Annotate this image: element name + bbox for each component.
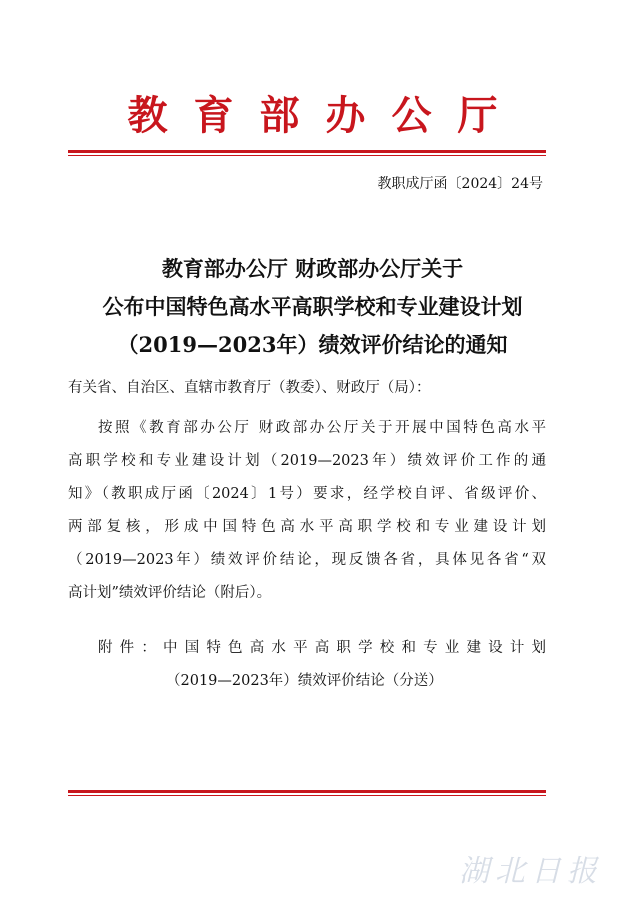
- body-line: 知》（教职成厅函〔2024〕1号）要求，经学校自评、省级评价、: [68, 486, 546, 502]
- title-line-2: 公布中国特色高水平高职学校和专业建设计划: [102, 294, 523, 319]
- header-divider: [68, 150, 546, 156]
- document-number: 教职成厅函〔2024〕24号: [377, 176, 543, 192]
- body-line: 按照《教育部办公厅 财政部办公厅关于开展中国特色高水平: [98, 420, 546, 436]
- attachment-note: [98, 632, 546, 698]
- attachment-line-2: （2019—2023年）绩效评价结论（分送）: [166, 673, 443, 689]
- title-line-3: （2019—2023年）绩效评价结论的通知: [117, 332, 508, 357]
- body-line: 高计划”绩效评价结论（附后）。: [68, 585, 272, 601]
- body-paragraph: [68, 412, 546, 610]
- body-line: 两部复核，形成中国特色高水平高职学校和专业建设计划: [68, 519, 546, 535]
- document-title: [0, 250, 625, 364]
- issuing-office-header: 教育部办公厅: [127, 92, 524, 139]
- title-line-1: 教育部办公厅 财政部办公厅关于: [161, 256, 464, 281]
- body-line: （2019—2023年）绩效评价结论，现反馈各省，具体见各省“双: [68, 552, 546, 568]
- body-line: 高职学校和专业建设计划（2019—2023年）绩效评价工作的通: [68, 453, 546, 469]
- newspaper-watermark: 湖北日报: [459, 854, 603, 889]
- footer-divider: [68, 790, 546, 796]
- attachment-line-1: 附件：中国特色高水平高职学校和专业建设计划: [98, 640, 546, 656]
- salutation: 有关省、自治区、直辖市教育厅（教委）、财政厅（局）：: [68, 380, 431, 396]
